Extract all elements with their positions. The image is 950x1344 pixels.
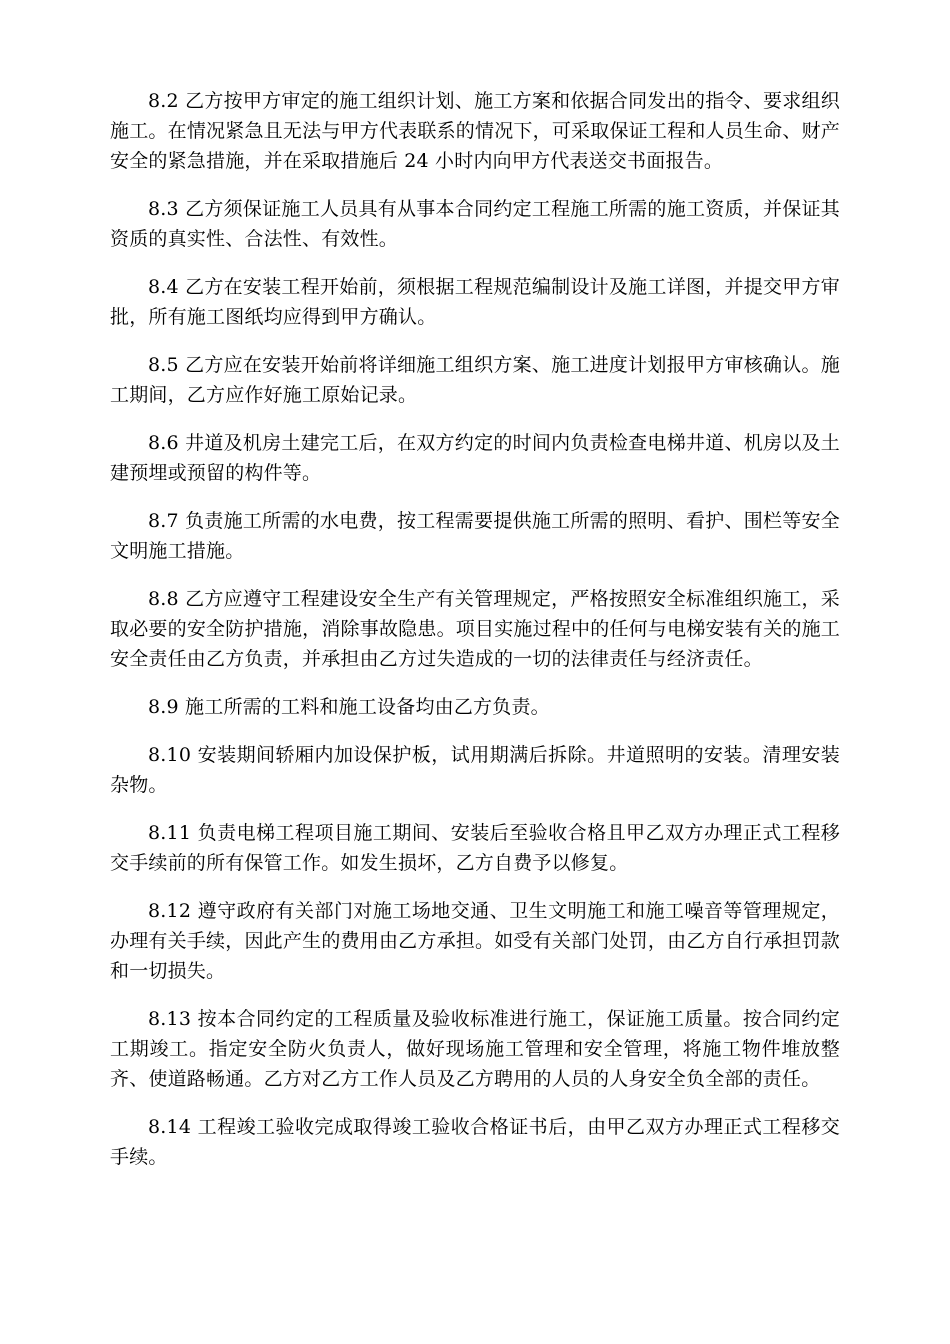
clause-8-13: 8.13 按本合同约定的工程质量及验收标准进行施工，保证施工质量。按合同约定工期竣工。指定安全防火负责人，做好现场施工管理和安全管理，将施工物件堆放整齐、使道路畅通。乙方对乙方工作人员及乙方聘用的人员的人身安全负全部的责任。 — [110, 1008, 840, 1090]
clause-8-4: 8.4 乙方在安装工程开始前，须根据工程规范编制设计及施工详图，并提交甲方审批，所有施工图纸均应得到甲方确认。 — [110, 276, 840, 328]
clause-8-7: 8.7 负责施工所需的水电费，按工程需要提供施工所需的照明、看护、围栏等安全文明施工措施。 — [110, 510, 840, 562]
clause-8-10: 8.10 安装期间轿厢内加设保护板，试用期满后拆除。井道照明的安装。清理安装杂物。 — [110, 744, 840, 796]
clause-8-2: 8.2 乙方按甲方审定的施工组织计划、施工方案和依据合同发出的指令、要求组织施工。在情况紧急且无法与甲方代表联系的情况下，可采取保证工程和人员生命、财产安全的紧急措施，并在采取措施后 24 小时内向甲方代表送交书面报告。 — [110, 90, 840, 172]
document-page — [110, 86, 840, 1190]
clause-8-3: 8.3 乙方须保证施工人员具有从事本合同约定工程施工所需的施工资质，并保证其资质的真实性、合法性、有效性。 — [110, 198, 840, 250]
clause-8-14: 8.14 工程竣工验收完成取得竣工验收合格证书后，由甲乙双方办理正式工程移交手续。 — [110, 1116, 840, 1168]
clause-8-5: 8.5 乙方应在安装开始前将详细施工组织方案、施工进度计划报甲方审核确认。施工期间，乙方应作好施工原始记录。 — [110, 354, 840, 406]
clause-8-8: 8.8 乙方应遵守工程建设安全生产有关管理规定，严格按照安全标准组织施工，采取必要的安全防护措施，消除事故隐患。项目实施过程中的任何与电梯安装有关的施工安全责任由乙方负责，并承担由乙方过失造成的一切的法律责任与经济责任。 — [110, 588, 840, 670]
clause-8-12: 8.12 遵守政府有关部门对施工场地交通、卫生文明施工和施工噪音等管理规定，办理有关手续，因此产生的费用由乙方承担。如受有关部门处罚，由乙方自行承担罚款和一切损失。 — [110, 900, 840, 982]
clause-8-6: 8.6 井道及机房土建完工后，在双方约定的时间内负责检查电梯井道、机房以及土建预埋或预留的构件等。 — [110, 432, 840, 484]
clause-8-9: 8.9 施工所需的工料和施工设备均由乙方负责。 — [148, 696, 550, 718]
clause-8-11: 8.11 负责电梯工程项目施工期间、安装后至验收合格且甲乙双方办理正式工程移交手续前的所有保管工作。如发生损坏，乙方自费予以修复。 — [110, 822, 840, 874]
